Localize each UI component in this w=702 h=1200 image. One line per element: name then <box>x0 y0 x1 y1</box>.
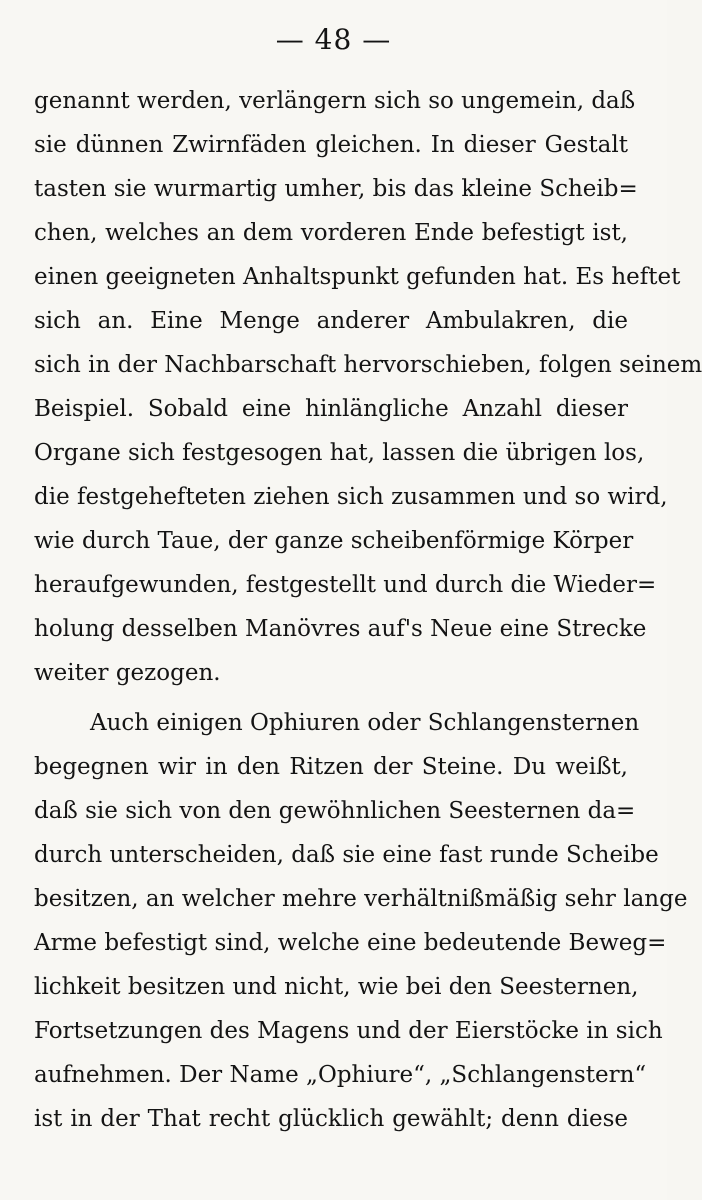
text-line: besitzen, an welcher mehre verhältnißmäßig sehr lange <box>34 886 688 912</box>
text-line: aufnehmen. Der Name „Ophiure“, „Schlangenstern“ <box>34 1062 647 1088</box>
text-line: wie durch Taue, der ganze scheibenförmige Körper <box>34 528 634 554</box>
text-line: Auch einigen Ophiuren oder Schlangensternen <box>90 710 640 736</box>
text-line: sich an. Eine Menge anderer Ambulakren, die <box>34 308 628 334</box>
text-line: heraufgewunden, festgestellt und durch die Wieder= <box>34 572 657 598</box>
text-line: begegnen wir in den Ritzen der Steine. Du weißt, <box>34 754 628 780</box>
text-line: Beispiel. Sobald eine hinlängliche Anzahl dieser <box>34 396 628 422</box>
text-line: lichkeit besitzen und nicht, wie bei den Seesternen, <box>34 974 639 1000</box>
text-line: daß sie sich von den gewöhnlichen Seesternen da= <box>34 798 636 824</box>
text-line: weiter gezogen. <box>34 660 221 686</box>
text-line: holung desselben Manövres auf's Neue eine Strecke <box>34 616 647 642</box>
page-number: — 48 — <box>275 23 392 56</box>
text-line: Organe sich festgesogen hat, lassen die übrigen los, <box>34 440 645 466</box>
text-line: ist in der That recht glücklich gewählt; denn diese <box>34 1106 628 1132</box>
text-line: durch unterscheiden, daß sie eine fast runde Scheibe <box>34 842 659 868</box>
text-line: Fortsetzungen des Magens und der Eierstöcke in sich <box>34 1018 663 1044</box>
text-line: die festgehefteten ziehen sich zusammen und so wird, <box>34 484 668 510</box>
text-line: tasten sie wurmartig umher, bis das kleine Scheib= <box>34 176 638 202</box>
text-line: Arme befestigt sind, welche eine bedeutende Beweg= <box>34 930 667 956</box>
text-line: chen, welches an dem vorderen Ende befestigt ist, <box>34 220 628 246</box>
text-line: einen geeigneten Anhaltspunkt gefunden hat. Es heftet <box>34 264 681 290</box>
text-line: genannt werden, verlängern sich so ungemein, daß <box>34 88 636 114</box>
text-line: sie dünnen Zwirnfäden gleichen. In dieser Gestalt <box>34 132 628 158</box>
text-line: sich in der Nachbarschaft hervorschieben, folgen seinem <box>34 352 702 378</box>
